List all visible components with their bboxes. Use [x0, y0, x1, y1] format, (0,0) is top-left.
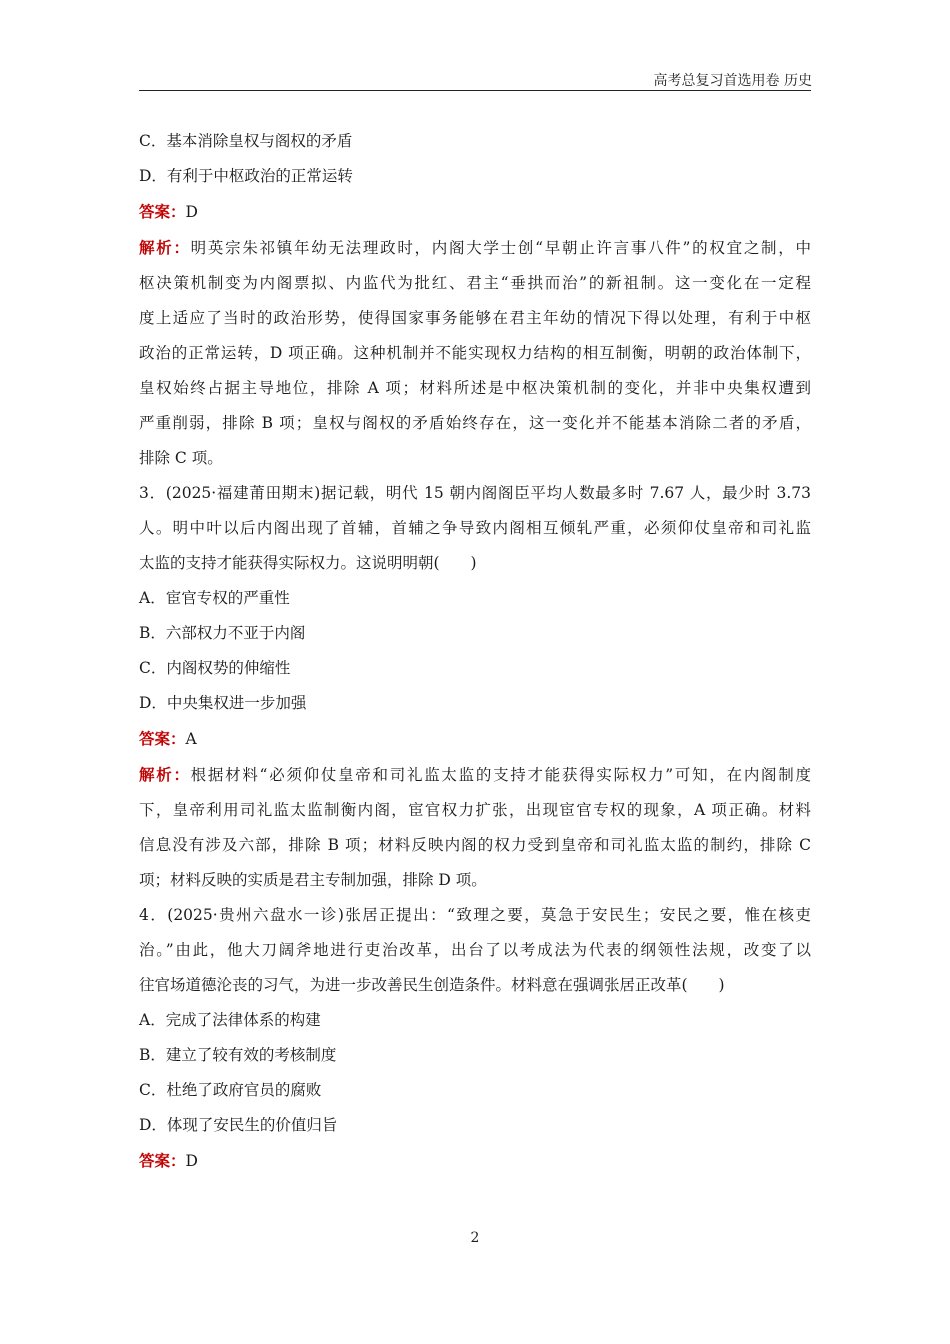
- header-divider: [139, 90, 811, 91]
- q3-option-d: D．中央集权进一步加强: [139, 694, 307, 712]
- q3-analysis-label: 解析：: [139, 765, 191, 784]
- q2-analysis-line: 度上适应了当时的政治形势，使得国家事务能够在君主年幼的情况下得以处理，有利于中枢: [139, 309, 811, 327]
- q4-stem-line: 4．(2025·贵州六盘水一诊)张居正提出：“致理之要，莫急于安民生；安民之要，惟在核吏: [139, 906, 811, 924]
- q4-option-d: D．体现了安民生的价值归旨: [139, 1116, 338, 1134]
- q2-answer-value: D: [185, 203, 198, 221]
- q4-answer-label: 答案：: [139, 1151, 186, 1170]
- q2-analysis-line: 解析：明英宗朱祁镇年幼无法理政时，内阁大学士创“早朝止许言事八件”的权宜之制，中: [139, 238, 811, 257]
- q3-analysis-line: 解析：根据材料“必须仰仗皇帝和司礼监太监的支持才能获得实际权力”可知，在内阁制度: [139, 765, 811, 784]
- q4-stem-line: 治。”由此，他大刀阔斧地进行吏治改革，出台了以考成法为代表的纲领性法规，改变了以: [139, 941, 811, 959]
- q4-stem-line: 往官场道德沦丧的习气，为进一步改善民生创造条件。材料意在强调张居正改革( ): [139, 976, 725, 994]
- q2-option-c: C．基本消除皇权与阁权的矛盾: [139, 132, 353, 150]
- q4-option-a: A．完成了法律体系的构建: [139, 1011, 321, 1029]
- document-body: [139, 124, 811, 1179]
- q2-analysis-line: 严重削弱，排除 B 项；皇权与阁权的矛盾始终存在，这一变化并不能基本消除二者的矛盾，: [139, 414, 811, 432]
- q3-answer: [139, 721, 811, 757]
- q2-analysis-line: 排除 C 项。: [139, 449, 223, 467]
- q2-analysis-line: 枢决策机制变为内阁票拟、内监代为批红、君主“垂拱而治”的新祖制。这一变化在一定程: [139, 274, 811, 292]
- q3-stem-line: 人。明中叶以后内阁出现了首辅，首辅之争导致内阁相互倾轧严重，必须仰仗皇帝和司礼监: [139, 519, 811, 537]
- q2-answer: [139, 194, 811, 230]
- q3-option-a: A．宦官专权的严重性: [139, 589, 290, 607]
- q3-option-c: C．内阁权势的伸缩性: [139, 659, 291, 677]
- q3-option-b: B．六部权力不亚于内阁: [139, 624, 306, 642]
- q2-option-d: D．有利于中枢政治的正常运转: [139, 167, 353, 185]
- q4-answer: [139, 1143, 811, 1179]
- q3-stem-line: 3．(2025·福建莆田期末)据记载，明代 15 朝内阁阁臣平均人数最多时 7.67 人，最少时 3.73: [139, 484, 811, 502]
- q4-option-b: B．建立了较有效的考核制度: [139, 1046, 337, 1064]
- q4-answer-value: D: [185, 1152, 198, 1170]
- q3-analysis-line: 信息没有涉及六部，排除 B 项；材料反映内阁的权力受到皇帝和司礼监太监的制约，排除 C: [139, 836, 811, 854]
- q3-analysis-line: 下，皇帝利用司礼监太监制衡内阁，宦官权力扩张，出现宦官专权的现象，A 项正确。材料: [139, 801, 811, 819]
- q3-answer-label: 答案：: [139, 729, 186, 748]
- q3-analysis-line: 项；材料反映的实质是君主专制加强，排除 D 项。: [139, 871, 487, 889]
- q4-option-c: C．杜绝了政府官员的腐败: [139, 1081, 322, 1099]
- q2-analysis-line: 政治的正常运转，D 项正确。这种机制并不能实现权力结构的相互制衡，明朝的政治体制下，: [139, 344, 811, 362]
- q2-analysis-line: 皇权始终占据主导地位，排除 A 项；材料所述是中枢决策机制的变化，并非中央集权遭到: [139, 379, 811, 397]
- q2-analysis-label: 解析：: [139, 238, 191, 257]
- header-title: 高考总复习首选用卷 历史: [653, 73, 812, 89]
- q3-stem-line: 太监的支持才能获得实际权力。这说明明朝( ): [139, 554, 477, 572]
- page-number: 2: [470, 1230, 480, 1246]
- q2-answer-label: 答案：: [139, 202, 186, 221]
- q3-answer-value: A: [185, 730, 197, 748]
